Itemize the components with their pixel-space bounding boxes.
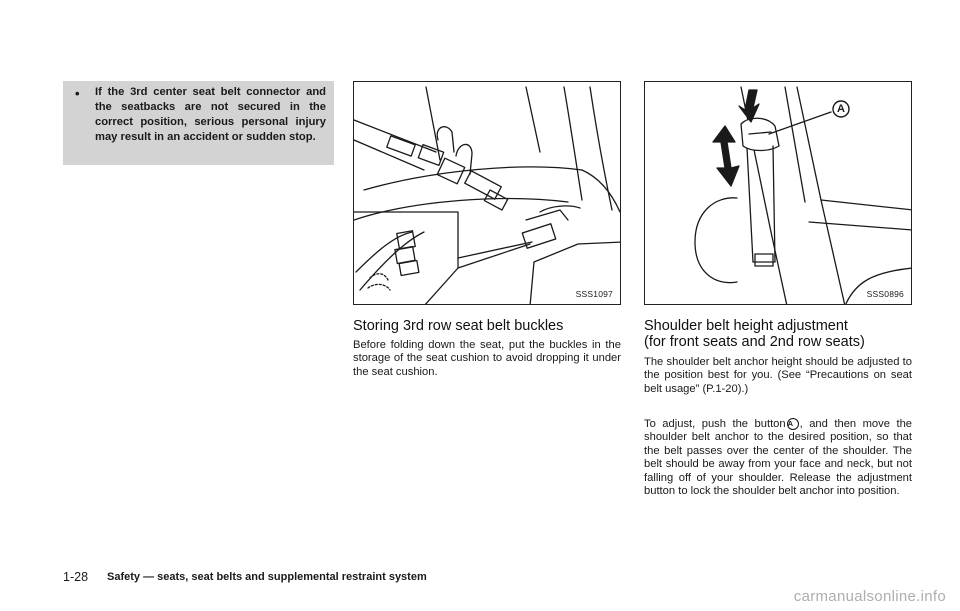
footer-title: Safety — seats, seat belts and supplemental restraint system xyxy=(107,571,427,583)
warning-bullet: • xyxy=(75,86,80,101)
button-a-marker: A xyxy=(787,418,799,430)
shoulder-adjuster-illustration xyxy=(645,82,912,305)
callout-label-a: A xyxy=(837,103,845,115)
heading-shoulder-line2: (for front seats and 2nd row seats) xyxy=(644,334,865,350)
heading-storing: Storing 3rd row seat belt buckles xyxy=(353,318,564,334)
figure-belt-buckles xyxy=(353,81,621,305)
figure-code-right: SSS0896 xyxy=(866,289,904,299)
warning-text: If the 3rd center seat belt connector and the seatbacks are not secured in the correct position, serious personal injury may result in an accident or sudden stop. xyxy=(95,86,326,143)
shoulder-para-2-rest: , and then move the shoulder belt anchor to the desired position, so that the belt passes over the center of the shoulder. The belt should be away from your face and neck, but not falling off of your shoulder. Release the adjustment button to lock the shoulder belt anchor into position. xyxy=(644,418,913,498)
shoulder-para-2 xyxy=(644,418,912,498)
page-number: 1-28 xyxy=(63,570,89,584)
storing-body: Before folding down the seat, put the buckles in the storage of the seat cushion to avoid dropping it under the seat cushion. xyxy=(353,339,621,378)
figure-shoulder-adjuster xyxy=(644,81,912,305)
figure-code-left: SSS1097 xyxy=(575,289,613,299)
heading-shoulder-line1: Shoulder belt height adjustment xyxy=(644,318,848,334)
shoulder-para-1: The shoulder belt anchor height should be adjusted to the position best for you. (See “Precautions on seat belt usage” (P.1-20).) xyxy=(644,356,912,395)
watermark: carmanualsonline.info xyxy=(793,588,946,605)
shoulder-para-2-start: To adjust, push the button xyxy=(644,418,786,430)
belt-buckle-illustration xyxy=(354,82,621,305)
